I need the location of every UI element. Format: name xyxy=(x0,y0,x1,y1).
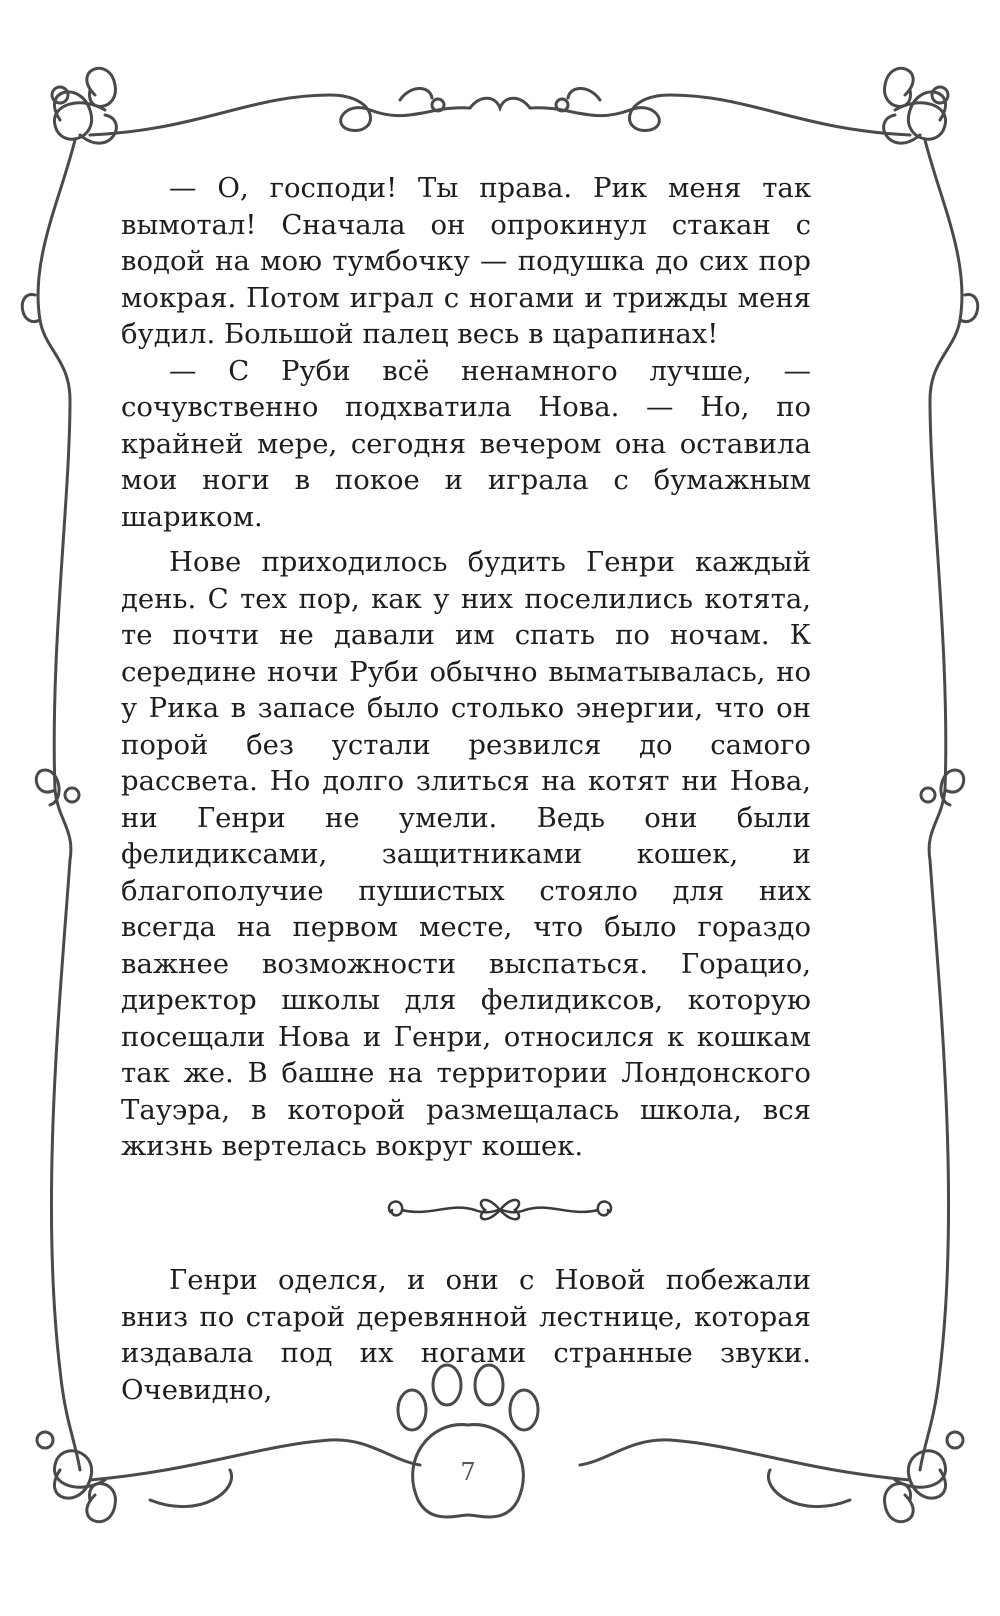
body-text xyxy=(121,170,811,1165)
right-border-line xyxy=(920,140,962,1470)
top-border-line xyxy=(90,95,910,135)
paragraph: Нове приходилось будить Генри каждый день. С тех пор, как у них поселились котята, те почти не давали им спать по ночам. К середине ночи Руби обычно выматывалась, но у Рика в запасе было столько энергии, что он порой без устали резвился до самого рассвета. Но долго злиться на котят ни Нова, ни Генри не умели. Ведь они были фелидиксами, защитниками кошек, и благополучие пушистых стояло для них всегда на первом месте, что было гораздо важнее возможности выспаться. Горацио, директор школы для фелидиксов, которую посещали Нова и Генри, относился к кошкам так же. В башне на территории Лондонского Тауэра, в которой размещалась школа, вся жизнь вертелась вокруг кошек. xyxy=(121,546,811,1162)
bottom-border-line xyxy=(90,1440,910,1480)
page-number: 7 xyxy=(460,1458,476,1486)
paragraph: Генри оделся, и они с Новой побежали вниз по старой деревянной лестнице, которая издавала под их ногами странные звуки. Очевидно, xyxy=(121,1264,811,1406)
corner-ornament-bottom-left xyxy=(37,1432,115,1522)
corner-ornament-bottom-right xyxy=(885,1432,963,1522)
left-border-line xyxy=(38,140,80,1470)
corner-ornament-top-left xyxy=(52,68,116,143)
paragraph: — С Руби всё ненамного лучше, — сочувственно подхватила Нова. — Но, по крайней мере, сегодня вечером она оставила мои ноги в покое и играла с бумажным шариком. xyxy=(121,354,811,533)
body-text-continued xyxy=(121,1262,811,1408)
section-divider-ornament xyxy=(380,1192,620,1228)
corner-ornament-top-right xyxy=(884,68,948,143)
paragraph: — О, господи! Ты права. Рик меня так вымотал! Сначала он опрокинул стакан с водой на мою тумбочку — подушка до сих пор мокрая. Потом играл с ногами и трижды меня будил. Большой палец весь в царапинах! xyxy=(121,172,811,350)
